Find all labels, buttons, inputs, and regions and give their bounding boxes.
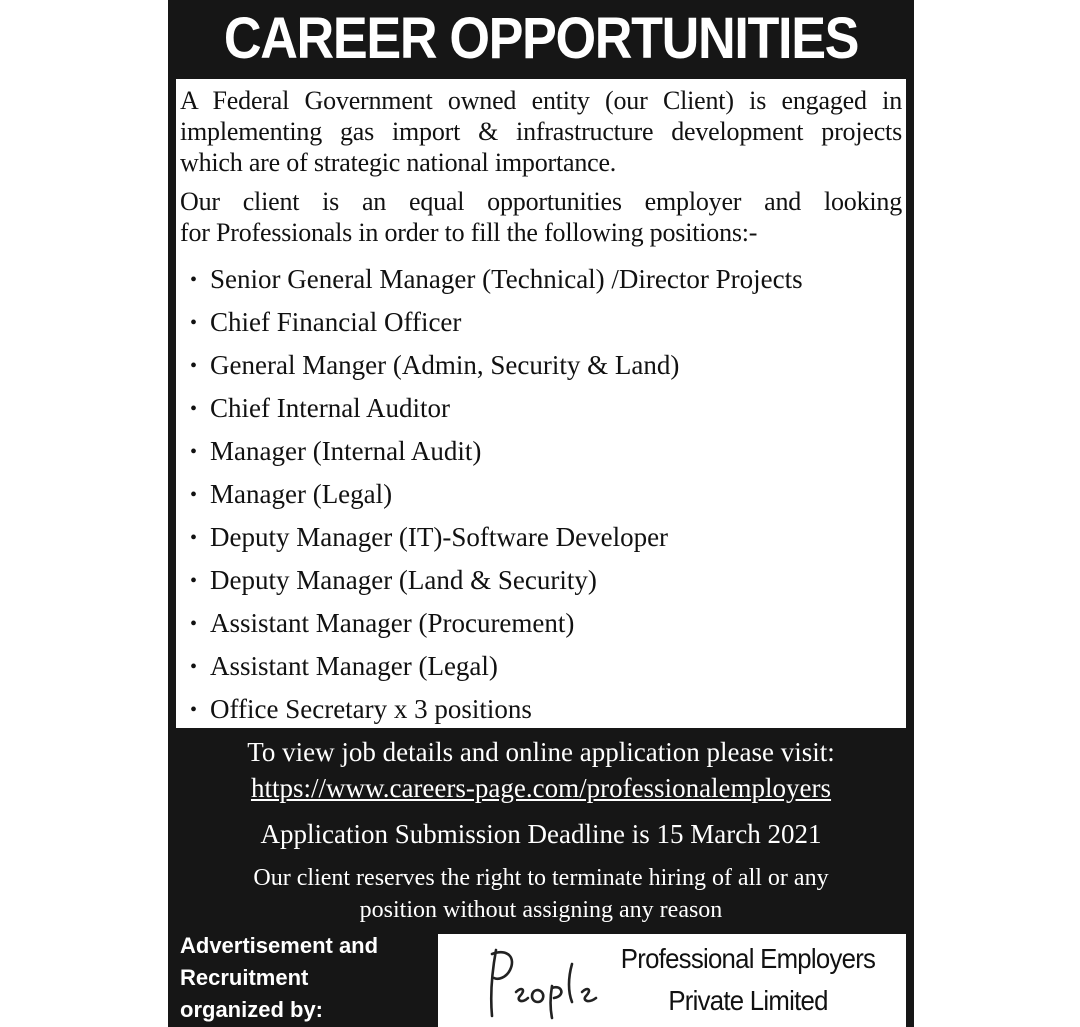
bullet-icon: • <box>190 441 198 463</box>
position-label: General Manger (Admin, Security & Land) <box>210 350 680 380</box>
reserve-line: position without assigning any reason <box>359 897 723 923</box>
bullet-icon: • <box>190 699 198 721</box>
positions-list <box>180 258 902 731</box>
position-label: Assistant Manager (Legal) <box>210 651 498 681</box>
intro-line: Our client is an equal opportunities employer and looking <box>180 187 902 216</box>
recruiter-logo <box>438 934 906 1027</box>
organized-line: organized by: <box>180 997 324 1022</box>
position-item <box>190 473 902 516</box>
position-label: Deputy Manager (IT)-Software Developer <box>210 522 669 552</box>
bullet-icon: • <box>190 355 198 377</box>
intro-paragraph-2 <box>180 186 902 248</box>
position-label: Senior General Manager (Technical) /Director Projects <box>210 264 803 294</box>
position-item <box>190 645 902 688</box>
bullet-icon: • <box>190 527 198 549</box>
position-item <box>190 516 902 559</box>
position-item <box>190 387 902 430</box>
intro-line: for Professionals in order to fill the following positions:- <box>180 218 758 247</box>
position-label: Manager (Internal Audit) <box>210 436 482 466</box>
organized-line: Recruitment <box>180 965 309 990</box>
bullet-icon: • <box>190 398 198 420</box>
recruiter-name-line: Professional Employers <box>620 943 876 974</box>
position-label: Office Secretary x 3 positions <box>210 694 532 724</box>
position-item <box>190 688 902 731</box>
recruiter-name-line: Private Limited <box>668 985 828 1016</box>
position-label: Assistant Manager (Procurement) <box>210 608 575 638</box>
bullet-icon: • <box>190 656 198 678</box>
bullet-icon: • <box>190 613 198 635</box>
position-item <box>190 602 902 645</box>
bullet-icon: • <box>190 570 198 592</box>
position-label: Manager (Legal) <box>210 479 393 509</box>
bullet-icon: • <box>190 484 198 506</box>
position-item <box>190 344 902 387</box>
intro-line: A Federal Government owned entity (our Client) is engaged in <box>180 86 902 115</box>
intro-paragraph-1 <box>180 85 902 178</box>
ad-title: CAREER OPPORTUNITIES <box>223 6 859 71</box>
intro-line: which are of strategic national importance. <box>180 148 617 177</box>
organized-by <box>180 930 430 1026</box>
position-item <box>190 258 902 301</box>
intro-line: implementing gas import & infrastructure development projects <box>180 117 902 146</box>
position-label: Chief Financial Officer <box>210 307 462 337</box>
position-label: Chief Internal Auditor <box>210 393 450 423</box>
careers-url: https://www.careers-page.com/professionalemployers <box>250 773 832 803</box>
advertisement <box>168 0 914 1027</box>
reserve-notice <box>168 862 914 926</box>
bullet-icon: • <box>190 312 198 334</box>
position-item <box>190 430 902 473</box>
position-label: Deputy Manager (Land & Security) <box>210 565 597 595</box>
recruiter-name <box>610 938 886 1022</box>
position-item <box>190 301 902 344</box>
visit-instruction: To view job details and online application please visit: <box>247 737 835 767</box>
ad-body-box <box>176 79 906 728</box>
bullet-icon: • <box>190 269 198 291</box>
reserve-line: Our client reserves the right to terminate hiring of all or any <box>253 865 829 891</box>
deadline-text: Application Submission Deadline is 15 March 2021 <box>260 819 822 849</box>
people-logo-icon <box>482 942 612 1022</box>
position-item <box>190 559 902 602</box>
organized-line: Advertisement and <box>180 933 379 958</box>
